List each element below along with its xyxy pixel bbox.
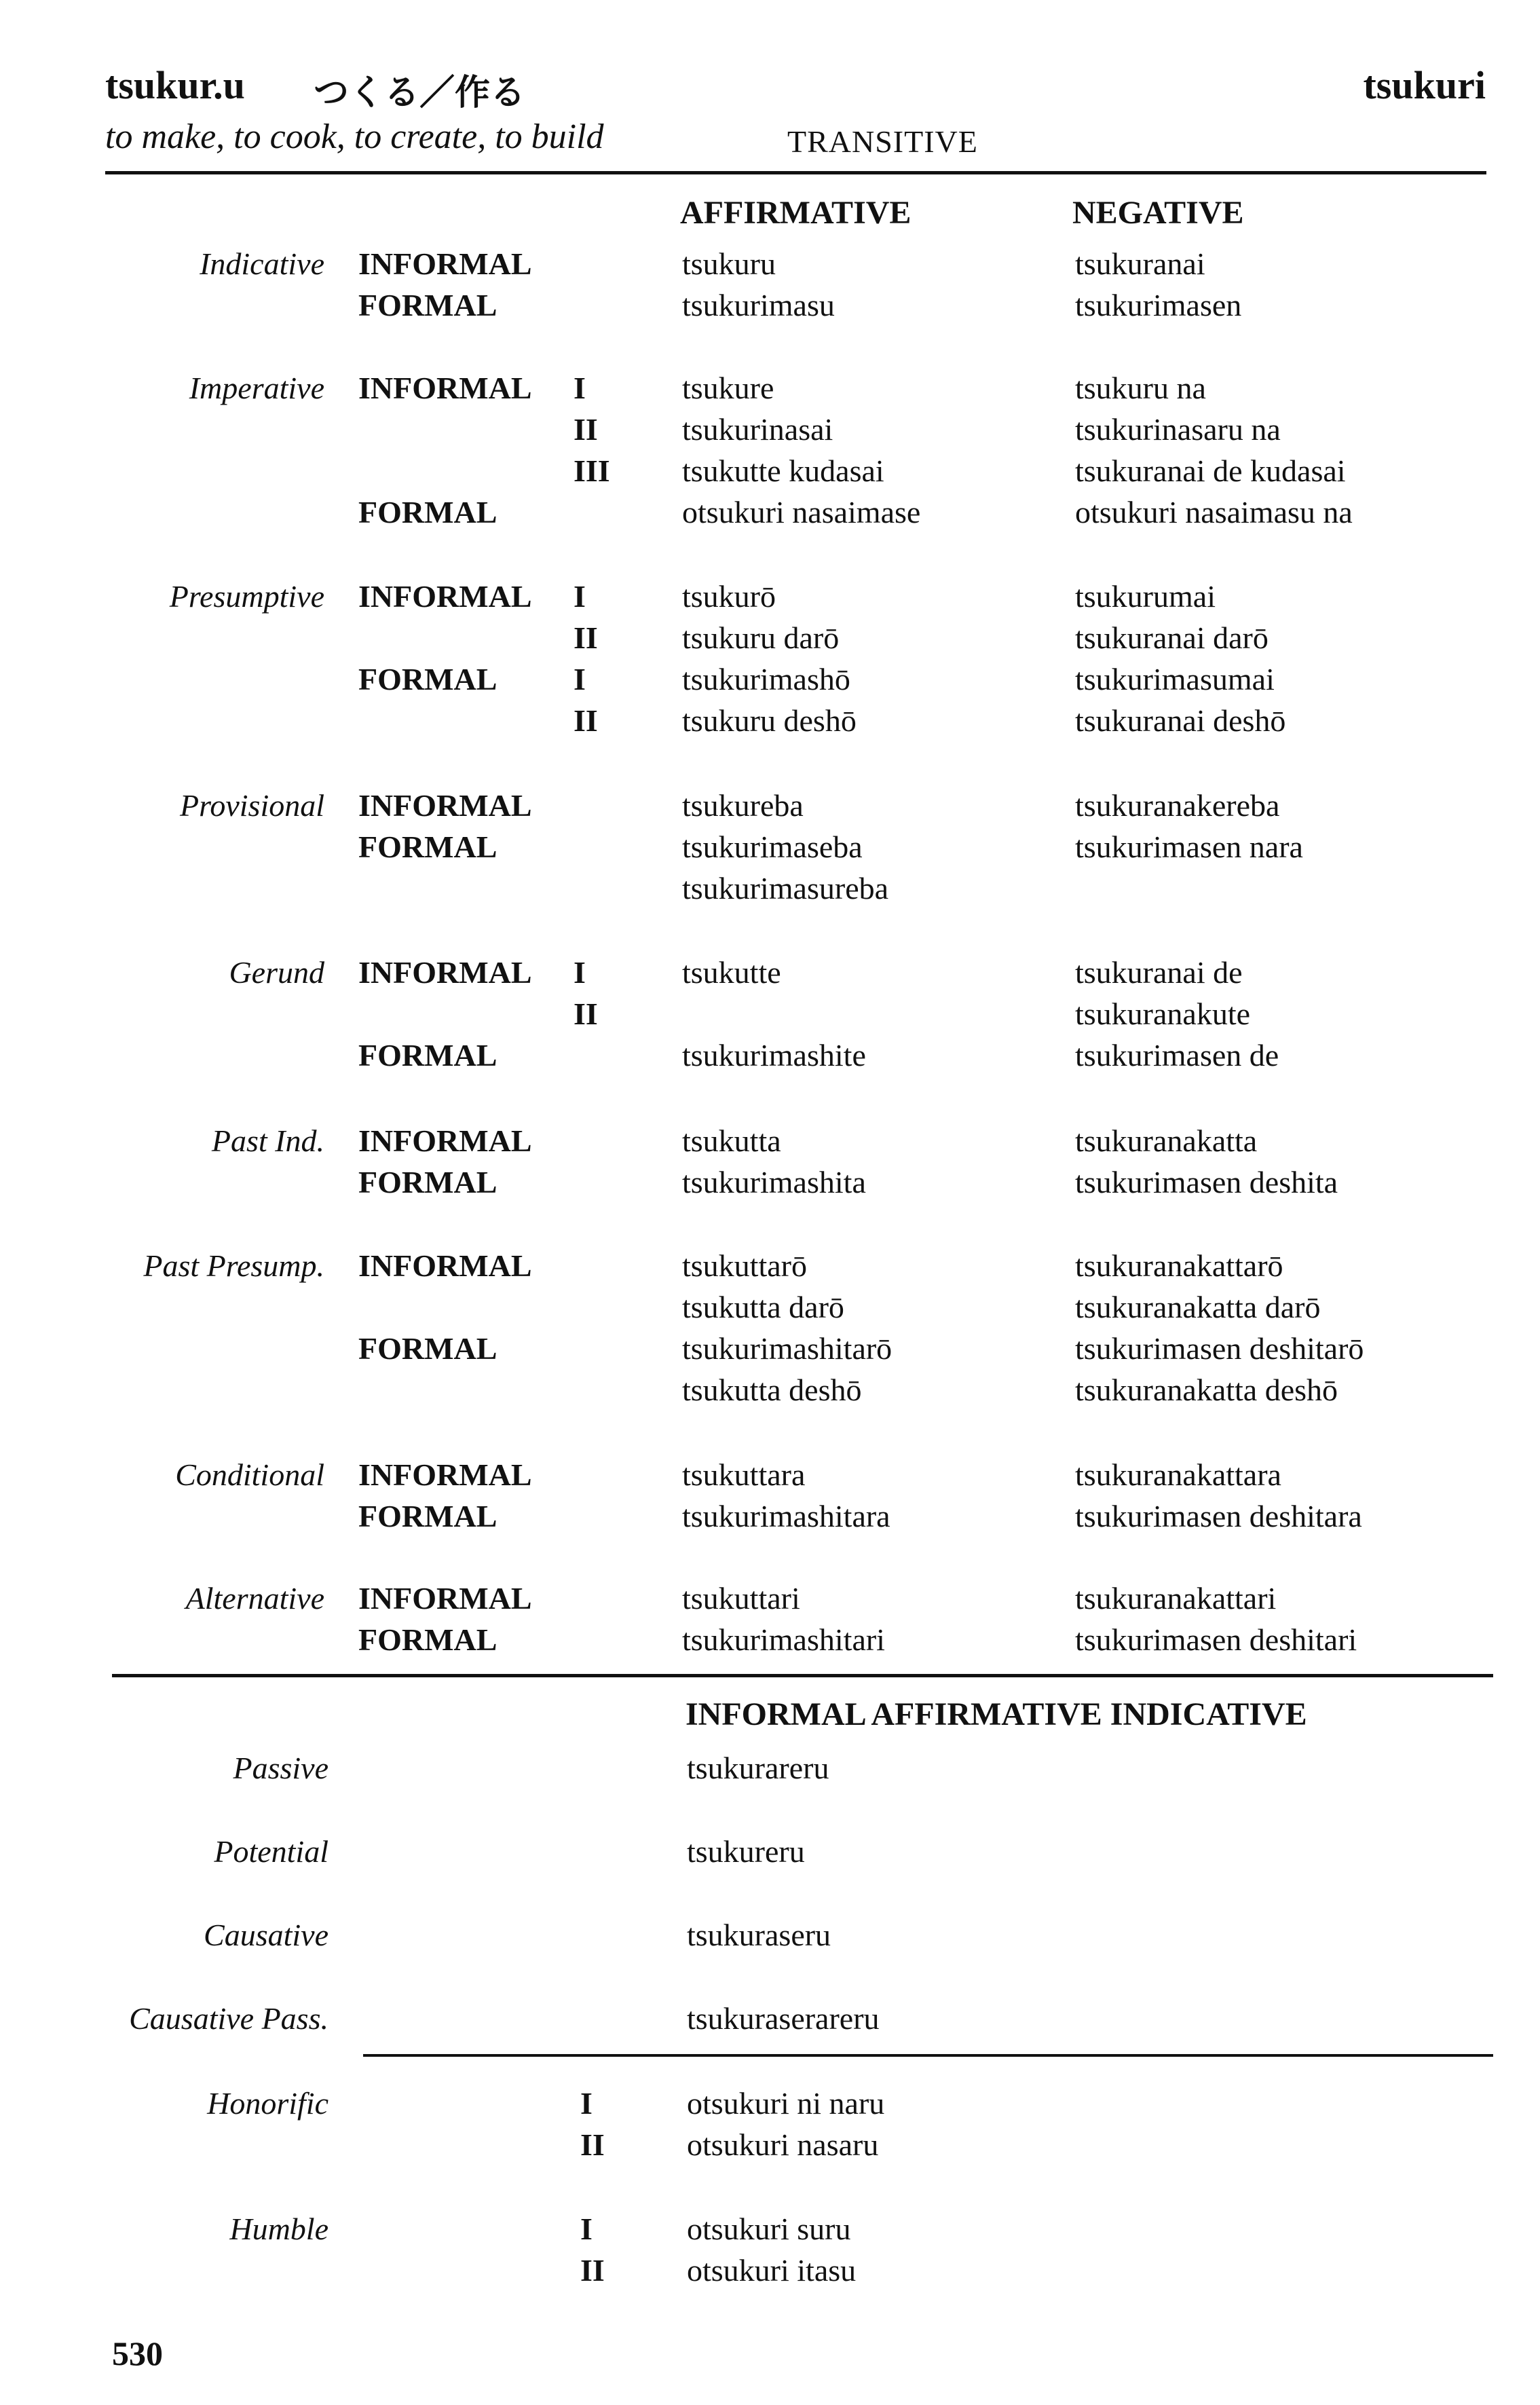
table-row: [0, 1747, 1540, 1789]
form-number: I: [574, 579, 586, 614]
form-number: II: [580, 2127, 605, 2162]
table-row: [0, 450, 1540, 491]
table-row: [0, 952, 1540, 993]
table-row: [0, 785, 1540, 826]
affirmative-form: tsukurō: [682, 579, 776, 614]
affirmative-form: tsukureba: [682, 788, 804, 823]
negative-form: tsukuranai deshō: [1075, 703, 1286, 738]
form-number: I: [574, 955, 586, 990]
negative-form: tsukuranakatta darō: [1075, 1290, 1321, 1324]
affirmative-form: tsukurimasu: [682, 288, 835, 322]
affirmative-form: otsukuri nasaru: [687, 2127, 879, 2162]
table-row: [0, 409, 1540, 450]
affirmative-heading: AFFIRMATIVE: [680, 195, 912, 231]
register-label: INFORMAL: [358, 1123, 532, 1158]
table-row: [0, 576, 1540, 617]
table-row: [0, 243, 1540, 284]
form-number: III: [574, 453, 610, 488]
derived-heading: INFORMAL AFFIRMATIVE INDICATIVE: [686, 1696, 1307, 1732]
negative-form: tsukuranakattari: [1075, 1581, 1277, 1616]
negative-form: tsukurimasumai: [1075, 662, 1275, 696]
header-rule: [105, 171, 1486, 174]
affirmative-form: tsukutta deshō: [682, 1373, 862, 1407]
table-row: [0, 658, 1540, 700]
table-row: [0, 993, 1540, 1034]
affirmative-form: tsukutta: [682, 1123, 781, 1158]
affirmative-form: tsukurimashita: [682, 1165, 866, 1199]
gloss: to make, to cook, to create, to build: [105, 117, 604, 156]
form-number: I: [580, 2212, 593, 2246]
negative-form: tsukuranai de: [1075, 955, 1243, 990]
register-label: INFORMAL: [358, 371, 532, 405]
table-row: [0, 868, 1540, 909]
table-row: [0, 2124, 1540, 2165]
table-row: [0, 2083, 1540, 2124]
category-label: Potential: [214, 1834, 328, 1869]
register-label: FORMAL: [358, 1622, 497, 1657]
affirmative-form: tsukurimaseba: [682, 829, 863, 864]
negative-form: tsukuranakattarō: [1075, 1248, 1283, 1283]
register-label: FORMAL: [358, 829, 497, 864]
affirmative-form: tsukurareru: [687, 1751, 829, 1785]
negative-form: tsukurimasen de: [1075, 1038, 1279, 1073]
table-row: [0, 1454, 1540, 1495]
affirmative-form: tsukure: [682, 371, 774, 405]
table-row: [0, 1998, 1540, 2039]
table-row: [0, 1245, 1540, 1286]
negative-form: tsukuranakatta deshō: [1075, 1373, 1338, 1407]
form-number: I: [574, 662, 586, 696]
table-row: [0, 2208, 1540, 2250]
table-row: [0, 1831, 1540, 1872]
page-number: 530: [112, 2334, 163, 2372]
category-label: Imperative: [189, 371, 324, 405]
headword-japanese: つくる／作る: [314, 73, 526, 113]
honorific-rule: [363, 2054, 1493, 2057]
affirmative-form: tsukuru darō: [682, 620, 840, 655]
category-label: Passive: [233, 1751, 328, 1785]
register-label: INFORMAL: [358, 955, 532, 990]
form-number: II: [580, 2253, 605, 2288]
register-label: INFORMAL: [358, 788, 532, 823]
affirmative-form: tsukutte: [682, 955, 781, 990]
register-label: INFORMAL: [358, 1457, 532, 1492]
affirmative-form: tsukuttarō: [682, 1248, 807, 1283]
category-label: Provisional: [180, 788, 324, 823]
category-label: Humble: [229, 2212, 328, 2246]
category-label: Indicative: [200, 246, 324, 281]
table-row: [0, 617, 1540, 658]
affirmative-form: tsukurimasureba: [682, 871, 889, 906]
affirmative-form: tsukurimashō: [682, 662, 850, 696]
category-label: Causative Pass.: [129, 2001, 328, 2036]
negative-form: tsukuranakatta: [1075, 1123, 1258, 1158]
table-row: [0, 1495, 1540, 1537]
affirmative-form: tsukurinasai: [682, 412, 833, 447]
negative-form: tsukurimasen: [1075, 288, 1242, 322]
affirmative-form: otsukuri nasaimase: [682, 495, 921, 529]
category-label: Honorific: [207, 2086, 328, 2121]
register-label: FORMAL: [358, 662, 497, 696]
form-number: II: [574, 996, 598, 1031]
negative-form: tsukurimasen nara: [1075, 829, 1303, 864]
negative-form: tsukurinasaru na: [1075, 412, 1281, 447]
affirmative-form: tsukutta darō: [682, 1290, 844, 1324]
negative-form: tsukuranai: [1075, 246, 1205, 281]
category-label: Past Presump.: [143, 1248, 324, 1283]
affirmative-form: tsukutte kudasai: [682, 453, 884, 488]
negative-form: tsukurumai: [1075, 579, 1216, 614]
register-label: INFORMAL: [358, 579, 532, 614]
register-label: FORMAL: [358, 1499, 497, 1533]
register-label: FORMAL: [358, 1165, 497, 1199]
table-row: [0, 1578, 1540, 1619]
verb-stem: tsukuri: [1363, 63, 1486, 107]
affirmative-form: tsukureru: [687, 1834, 805, 1869]
headword: tsukur.u: [105, 63, 245, 107]
affirmative-form: otsukuri itasu: [687, 2253, 857, 2288]
negative-form: tsukuranakattara: [1075, 1457, 1281, 1492]
affirmative-form: tsukuraserareru: [687, 2001, 880, 2036]
affirmative-form: tsukuraseru: [687, 1918, 831, 1952]
negative-form: tsukurimasen deshitari: [1075, 1622, 1357, 1657]
negative-form: tsukuranai darō: [1075, 620, 1269, 655]
table-row: [0, 1369, 1540, 1411]
category-label: Gerund: [229, 955, 324, 990]
affirmative-form: tsukuttari: [682, 1581, 800, 1616]
negative-form: otsukuri nasaimasu na: [1075, 495, 1353, 529]
negative-form: tsukuranai de kudasai: [1075, 453, 1346, 488]
table-row: [0, 1914, 1540, 1956]
affirmative-form: tsukurimashite: [682, 1038, 866, 1073]
table-row: [0, 284, 1540, 326]
form-number: I: [574, 371, 586, 405]
register-label: FORMAL: [358, 288, 497, 322]
affirmative-form: tsukurimashitari: [682, 1622, 885, 1657]
category-label: Past Ind.: [211, 1123, 324, 1158]
category-label: Alternative: [185, 1581, 324, 1616]
affirmative-form: tsukuru: [682, 246, 776, 281]
form-number: II: [574, 412, 598, 447]
register-label: FORMAL: [358, 495, 497, 529]
register-label: FORMAL: [358, 1331, 497, 1366]
category-label: Conditional: [175, 1457, 324, 1492]
register-label: INFORMAL: [358, 1248, 532, 1283]
negative-form: tsukurimasen deshitarō: [1075, 1331, 1364, 1366]
negative-heading: NEGATIVE: [1072, 195, 1244, 231]
negative-form: tsukuru na: [1075, 371, 1206, 405]
section-rule: [112, 1674, 1493, 1677]
table-row: [0, 1034, 1540, 1076]
register-label: INFORMAL: [358, 246, 532, 281]
table-row: [0, 367, 1540, 409]
category-label: Presumptive: [169, 579, 324, 614]
negative-form: tsukurimasen deshitara: [1075, 1499, 1362, 1533]
negative-form: tsukuranakereba: [1075, 788, 1280, 823]
affirmative-form: tsukurimashitara: [682, 1499, 890, 1533]
table-row: [0, 491, 1540, 533]
table-row: [0, 1619, 1540, 1660]
affirmative-form: tsukuttara: [682, 1457, 806, 1492]
form-number: I: [580, 2086, 593, 2121]
table-row: [0, 1328, 1540, 1369]
affirmative-form: tsukurimashitarō: [682, 1331, 893, 1366]
table-row: [0, 1286, 1540, 1328]
affirmative-form: otsukuri suru: [687, 2212, 851, 2246]
negative-form: tsukuranakute: [1075, 996, 1251, 1031]
form-number: II: [574, 620, 598, 655]
table-row: [0, 1161, 1540, 1203]
register-label: INFORMAL: [358, 1581, 532, 1616]
table-row: [0, 826, 1540, 868]
affirmative-form: tsukuru deshō: [682, 703, 857, 738]
table-row: [0, 2250, 1540, 2291]
category-label: Causative: [204, 1918, 328, 1952]
affirmative-form: otsukuri ni naru: [687, 2086, 885, 2121]
table-row: [0, 700, 1540, 741]
table-row: [0, 1120, 1540, 1161]
form-number: II: [574, 703, 598, 738]
register-label: FORMAL: [358, 1038, 497, 1073]
transitivity-label: TRANSITIVE: [787, 124, 978, 159]
negative-form: tsukurimasen deshita: [1075, 1165, 1338, 1199]
